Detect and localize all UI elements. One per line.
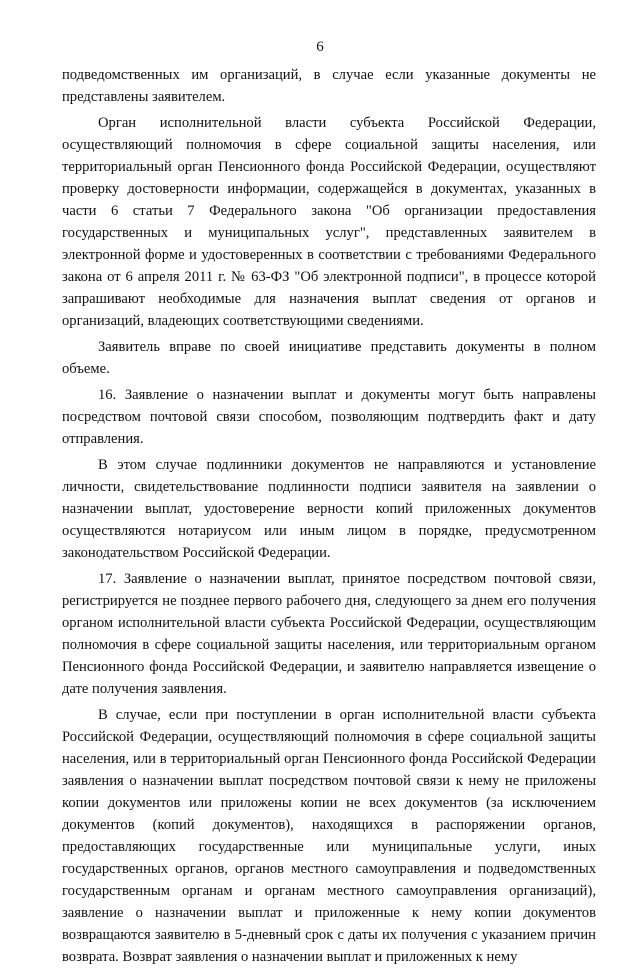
- paragraph-applicant-right: Заявитель вправе по своей инициативе представить документы в полном объеме.: [62, 339, 596, 377]
- paragraph-item-17: 17. Заявление о назначении выплат, принятое посредством почтовой связи, регистрируется не позднее первого рабочего дня, следующего за днем его получения органом исполнительной власти субъекта Российской Федерации, осуществляющим полномочия в сфере социальной защиты населения, или территориальным органом Пенсионного фонда Российской Федерации, и заявителю направляется извещение о дате получения заявления.: [62, 571, 596, 697]
- paragraph-return-case: В случае, если при поступлении в орган исполнительной власти субъекта Российской Федерации, осуществляющий полномочия в сфере социальной защиты населения, или в территориальный орган Пенсионного фонда Российской Федерации заявления о назначении выплат посредством почтовой связи к нему не приложены копии документов или приложены копии не всех документов (за исключением документов (копий документов), находящихся в распоряжении органов, предоставляющих государственные или муниципальные услуги, иных государственных органов, органов местного самоуправления и подведомственных государственным органам и органам местного самоуправления организаций), заявление о назначении выплат и приложенные к нему копии документов возвращаются заявителю в 5-дневный срок с даты их получения с указанием причин возврата. Возврат заявления о назначении выплат и приложенных к нему: [62, 707, 596, 965]
- paragraph-item-16: 16. Заявление о назначении выплат и документы могут быть направлены посредством почтовой связи способом, позволяющим подтвердить факт и дату отправления.: [62, 387, 596, 447]
- paragraph-originals: В этом случае подлинники документов не направляются и установление личности, свидетельствование подлинности подписи заявителя на заявлении о назначении выплат, удостоверение верности копий приложенных документов осуществляются нотариусом или иным лицом в порядке, предусмотренном законодательством Российской Федерации.: [62, 457, 596, 561]
- paragraph-continuation: подведомственных им организаций, в случае если указанные документы не представлены заявителем.: [62, 67, 596, 105]
- document-body: [62, 64, 596, 972]
- page-number: 6: [316, 39, 324, 55]
- paragraph-verification: Орган исполнительной власти субъекта Российской Федерации, осуществляющий полномочия в сфере социальной защиты населения, или территориальный орган Пенсионного фонда Российской Федерации, осуществляют проверку достоверности информации, содержащейся в документах, указанных в части 6 статьи 7 Федерального закона "Об организации предоставления государственных и муниципальных услуг", представленных заявителем в электронной форме и удостоверенных в соответствии с требованиями Федерального закона от 6 апреля 2011 г. № 63-ФЗ "Об электронной подписи", в процессе которой запрашивают необходимые для назначения выплат сведения от органов и организаций, владеющих соответствующими сведениями.: [62, 115, 596, 329]
